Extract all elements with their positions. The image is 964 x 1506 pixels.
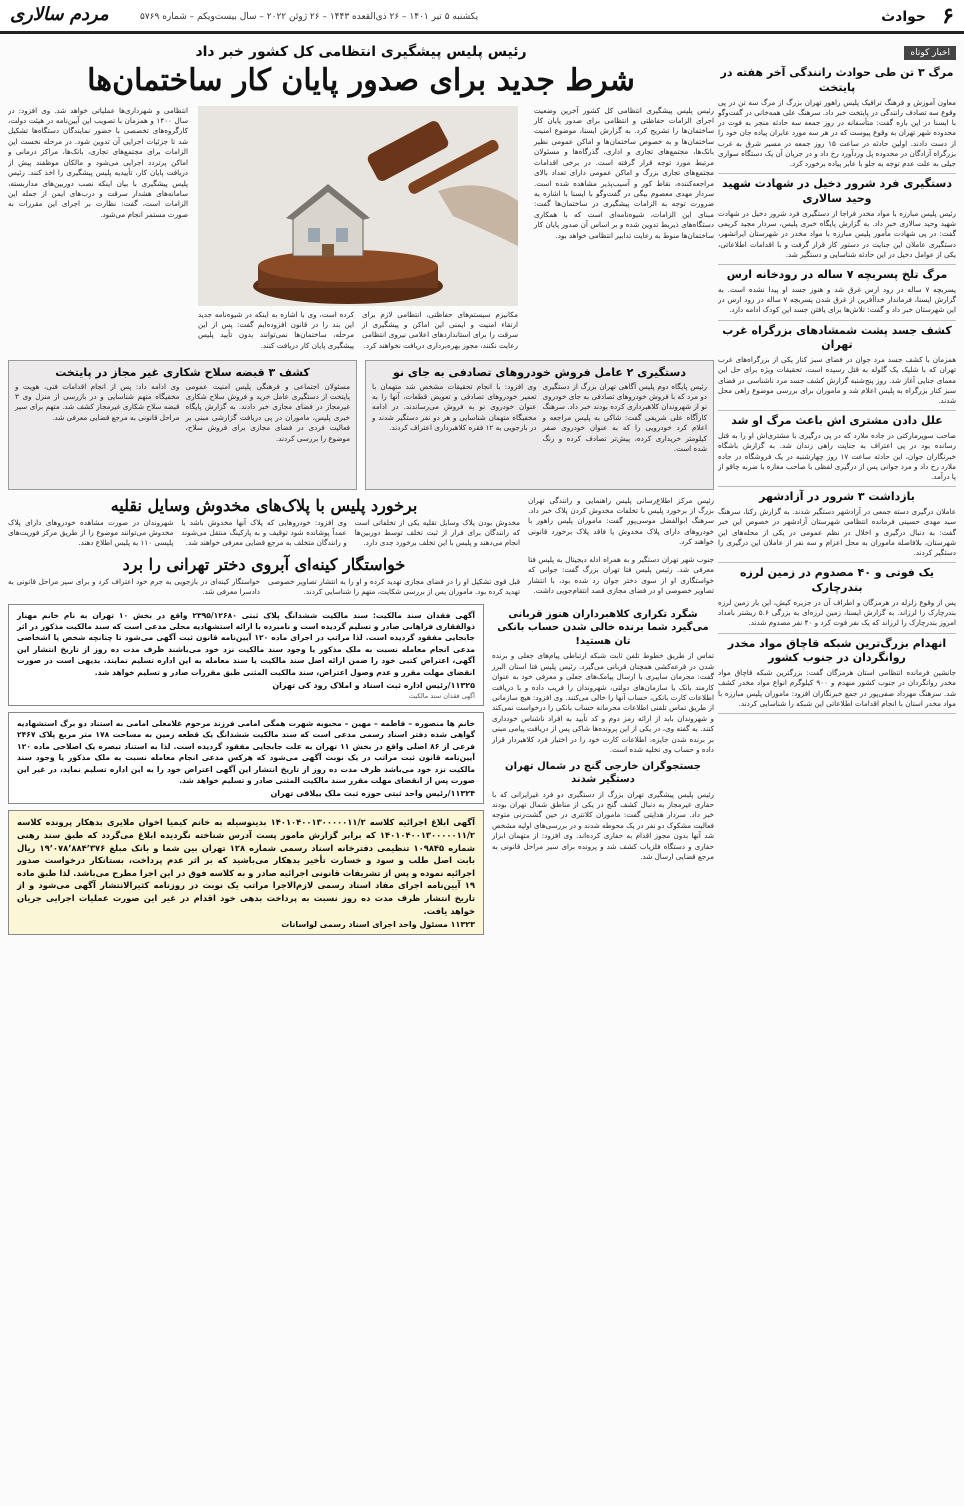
main-content xyxy=(8,40,714,1500)
box-weapons xyxy=(8,360,357,490)
box-car-fraud xyxy=(365,360,714,490)
under-photo-right: مکانیزم سیستم‌های حفاظتی، انتظامی لازم برای ارتقاء امنیت و ایمنی این اماکن و پیشگیری از سرقت را برای استانداردهای اعلامی نیروی انتظامی رعایت نکنند، مجوز بهره‌برداری دریافت نخواهند کرد. xyxy=(362,309,518,350)
story-text: قبل قوی تشکیل او را در فضای مجازی تهدید کرده و او را به انتشار تصاویر خصوصی تهدید کرده بود. ماموران پس از بررسی شکایت، متهم را شناسایی کردند. xyxy=(268,576,520,597)
brief-title: علل دادن مشتری اش باعث مرگ او شد xyxy=(731,414,943,428)
notice-signature: ۱۱۳۲۳ مسئول واحد اجرای اسناد رسمی لواسانات xyxy=(281,920,475,930)
story-text: مخدوش بودن پلاک وسایل نقلیه یکی از تخلفاتی است که رانندگان برای فرار از ثبت تخلف توسط دوربین‌ها انجام می‌دهند و پلیس با این تخلف برخورد جدی دارد. xyxy=(354,517,520,548)
brief-text: معاون آموزش و فرهنگ ترافیک پلیس راهور تهران بزرگ از مرگ سه تن در پی وقوع سه تصادف رانندگی در پایتخت خبر داد. سرهنگ علی همه‌خانی در گفت‌وگو با ایسنا در این باره گفت: متأسفانه در روز جمعه سه حادثه منجر به فوت در محدوده شهر تهران به وقوع پیوست که در هر سه مورد عابران پیاده جان خود را از دست دادند. اولین حادثه در ساعت ۱۵ روز جمعه در مسیر شرق به غرب بزرگراه آزادگان در محدوده پل وردآورد رخ داد و در جریان آن یک دستگاه سواری جیلی به علت عدم توجه به جلو با عابر پیاده برخورد کرد. xyxy=(718,97,956,168)
lead-photo-block xyxy=(198,106,518,354)
notice-text: آگهی فقدان سند مالکیت: سند مالکیت ششدانگ پلاک ثبتی ۲۳۹۵/۱۲۶۸۰ واقع در بخش ۱۰ تهران به نام خانم مهناز ذوالفقاری فراهانی صادر و تسلیم گردیده است و نامبرده با ارائه استشهادیه محلی مدعی است که سند مالکیت مذکور در اثر جابجایی مفقود گردیده است. لذا مراتب در اجرای ماده ۱۲۰ آیین‌نامه قانون ثبت آگهی می‌شود تا چنانچه شخص یا اشخاصی مدعی انجام معامله نسبت به ملک مذکور یا وجود سند مالکیت نزد خود می‌باشند ظرف مدت ده روز از تاریخ انتشار این آگهی، اعتراض کتبی خود را ضمن ارائه اصل سند مالکیت یا سند معامله به این اداره تسلیم نمایند. بدیهی است در صورت انقضای مهلت مقرر و عدم وصول اعتراض، سند مالکیت المثنی طبق مقررات صادر و تسلیم خواهد شد. xyxy=(16,610,475,677)
box-text: رئیس پایگاه دوم پلیس آگاهی تهران بزرگ از دستگیری دو مرد که با فروش خودروهای تصادفی به جای خودروی نو از شهروندان کلاهبرداری کرده بودند خبر داد. سرهنگ کارآگاه علی شریفی گفت: شاکی به پلیس مراجعه و اعلام کرد خودرویی را که به عنوان خودروی صفر کیلومتر خریداری کرده، پیش‌تر تصادف کرده و رنگ شده است. xyxy=(542,381,707,454)
notice-text: خانم ها منصوره – فاطمه – مهین – محبوبه شهرت همگی امامی فرزند مرحوم غلامعلی امامی به استناد دو برگ استشهادیه گواهی شده دفتر اسناد رسمی مدعی است که سند مالکیت ششدانگ یک قطعه زمین به مساحت ۱۷۸ متر مربع پلاک ۲۴۶۷ فرعی از ۸۶ اصلی واقع در بخش ۱۱ تهران به علت جابجایی مفقود گردیده است. لذا به استناد تبصره یک اصلاحی ماده ۱۲۰ آیین‌نامه قانون ثبت مراتب در یک نوبت آگهی می‌شود که هرکس مدعی انجام معامله نسبت به ملک مذکور یا وجود سند مالکیت نزد خود می‌باشد ظرف مدت ده روز از تاریخ انتشار این آگهی اعتراض خود را به این اداره تسلیم نماید، در غیر این صورت پس از انقضای مهلت مقرر سند مالکیت المثنی صادر و تسلیم خواهد شد. xyxy=(17,719,475,785)
brief-text: همزمان با کشف جسد مرد جوان در فضای سبز کنار یکی از بزرگراه‌های غرب تهران که با شلیک یک گلوله به قتل رسیده است، تحقیقات ویژه برای حل این معمای جنایی آغاز شد. روز پنج‌شنبه گزارش کشف جسد مرد ناشناسی در فضای سبز کنار بزرگراه به پلیس اعلام شد و ماموران برای بررسی موضوع راهی محل شدند. xyxy=(718,355,956,406)
box-title: کشف ۳ قبضه سلاح شکاری غیر مجاز در پایتخت xyxy=(55,365,310,379)
issue-line: یکشنبه ۵ تیر ۱۴۰۱ – ۲۶ ذی‌القعده ۱۴۴۳ – ۲۶ ژوئن ۲۰۲۲ – سال بیست‌ویکم – شماره ۵۷۶۹ xyxy=(140,12,479,22)
brief-text: عاملان درگیری دسته جمعی در آزادشهر دستگیر شدند. به گزارش رکنا، سرهنگ سید مهدی حسینی فرمانده انتظامی شهرستان آزادشهر در خصوص این خبر گفت: به دنبال درگیری و اخلال در نظم عمومی در یکی از محله‌های این شهرستان، بلافاصله ماموران به محل اعزام و سه نفر از عاملان این درگیری را دستگیر کردند. xyxy=(718,507,956,557)
brief-item xyxy=(718,634,956,715)
section-name: حوادث xyxy=(881,9,926,25)
brief-title: یک فوتی و ۴۰ مصدوم در زمین لرزه بندرچارک xyxy=(739,566,935,594)
brief-title: مرگ ۳ تن طی حوادث رانندگی آخر هفته در پایتخت xyxy=(720,66,954,94)
story-text: شهروندان در صورت مشاهده خودروهای دارای پلاک مخدوش می‌توانند موضوع را از طریق مرکز فوریت‌های پلیسی ۱۱۰ به پلیس اطلاع دهند. xyxy=(8,517,174,548)
lead-headline: شرط جدید برای صدور پایان کار ساختمان‌ها xyxy=(87,63,635,98)
brief-text: پس از وقوع زلزله در هرمزگان و اطراف آن در جزیره کیش، این بار زمین لرزه بندرچارک را لرزاند. به گزارش ایسنا، زمین لرزه‌ای به بزرگی ۵.۶ ریشتر بامداد امروز بندرچارک را لرزاند که یک نفر فوت کرد و ۴۰ نفر مصدوم شدند. xyxy=(718,597,956,628)
story-suitor xyxy=(8,555,714,598)
brief-item xyxy=(718,411,956,487)
under-photo-text xyxy=(198,310,518,352)
lower-right-stories xyxy=(492,604,714,1264)
brief-item xyxy=(718,174,956,265)
legal-notices xyxy=(8,604,484,1264)
boxed-stories xyxy=(8,360,714,490)
story-title: خواستگار کینه‌ای آبروی دختر تهرانی را برد xyxy=(122,554,406,574)
lower-section xyxy=(8,604,714,1264)
box-text: مسئولان اجتماعی و فرهنگی پلیس امنیت عمومی پایتخت از دستگیری عامل خرید و فروش سلاح شکاری غیرمجاز در فضای مجازی خبر دادند. به گزارش پایگاه خبری پلیس، ماموران در پی دریافت گزارشی مبنی بر فعالیت فردی در فضای مجازی برای فروش سلاح، موضوع را بررسی کردند. xyxy=(185,381,350,443)
story-side-text: جنوب شهر تهران دستگیر و به همراه ادله دیجیتال به پلیس فتا معرفی شد. رئیس پلیس فتا تهران بزرگ گفت: جوانی که خواستگاری او از سوی دختر جوان رد شده بود، با انتشار تصاویر خصوصی او در فضای مجازی قصد انتقام‌جویی داشت. xyxy=(528,554,714,596)
page-number: ۶ xyxy=(942,3,954,29)
story-title: برخورد پلیس با پلاک‌های مخدوش وسایل نقلیه xyxy=(110,495,418,515)
brief-title: دستگیری فرد شرور دخیل در شهادت شهید وحید سالاری xyxy=(722,177,952,206)
story-plates xyxy=(8,496,714,549)
brief-text: رئیس پلیس مبارزه با مواد مخدر فراجا از دستگیری فرد شرور دخیل در شهادت شهید وحید سالاری خبر داد. به گزارش پایگاه خبری پلیس، سردار مجید کریمی گفت: در پی شهادت مأمور پلیس مبارزه با مواد مخدر در شهرستان ایرانشهر، دستگیری عاملان این جنایت در دستور کار قرار گرفت و با اقدامات اطلاعاتی، یکی از عوامل دخیل در این حادثه شناسایی و دستگیر شد. xyxy=(718,208,956,259)
brief-item xyxy=(718,265,956,321)
story-title: شگرد تکراری کلاهبرداران هنوز قربانی می‌گیرد شما برنده خالی شدن حساب بانکی تان هستید! xyxy=(497,608,709,647)
brief-text: صاحب سوپرمارکتی در جاده ملارد که در پی درگیری با مشتری‌اش او را به قتل رسانده بود در پی اعتراف به جنایت راهی زندان شد. به گزارش باشگاه خبرنگاران جوان، این حادثه ساعت ۱۷ روز چهارشنبه در یک فروشگاه در جاده ملارد رخ داد و مرد جوانی پس از درگیری لفظی با صاحب مغازه با ضربه چاقو از پا درآمد. xyxy=(718,431,956,481)
notice-execution xyxy=(8,810,484,935)
gavel-house-photo xyxy=(198,106,518,306)
paper-logo: مردم سالاری xyxy=(10,4,109,25)
notice-lost-deed xyxy=(8,604,484,706)
notice-signature: ۱۱۳۲۵/رئیس اداره ثبت اسناد و املاک رود کی تهران xyxy=(272,681,475,691)
notice-signature: ۱۱۳۲۴/رئیس واحد ثبتی حوزه ثبت ملک ییلاقی تهران xyxy=(270,789,475,799)
notice-text: آگهی ابلاغ اجرائیه کلاسه ۱۴۰۱۰۴۰۰۱۳۰۰۰۰۰۱۱/۲ بدینوسیله به خانم کیمیا اخوان ملایری بدهکار پرونده کلاسه ۱۴۰۱۰۴۰۰۱۳۰۰۰۰۰۱۱/۲ که برابر گزارش مامور پست آدرس شناخته نگردیده ابلاغ می‌گردد که طبق سند رهنی شماره ۱۰۹۸۴۵ تنظیمی دفترخانه اسناد رسمی شماره ۱۲۸ تهران بین شما و بانک مبلغ ۱۹٬۰۷۸٬۸۸۴٬۳۷۶ ریال بابت اصل طلب و سود و خسارت تأخیر بدهکار می‌باشید که بر اثر عدم پرداخت، بستانکار درخواست صدور اجرائیه نموده و پس از تشریفات قانونی اجرائیه صادر و به کلاسه فوق در این اجرا مطرح می‌باشد. لذا طبق ماده ۱۹ آیین‌نامه اجرای مفاد اسناد رسمی لازم‌الاجرا مراتب یک نوبت در روزنامه کثیرالانتشار آگهی می‌شود و از تاریخ انتشار ظرف مدت ده روز نسبت به پرداخت بدهی خود اقدام در غیر این صورت عملیات اجرایی جریان خواهد یافت. xyxy=(17,817,475,916)
brief-item xyxy=(718,63,956,174)
notice-heirs-deed xyxy=(8,712,484,804)
story-side-text: رئیس مرکز اطلاع‌رسانی پلیس راهنمایی و رانندگی تهران بزرگ از برخورد پلیس با تخلفات مخدوش کردن پلاک خبر داد. سرهنگ ابوالفضل موسی‌پور گفت: ماموران پلیس راهور با خودروهای دارای پلاک مخدوش یا فاقد پلاک برخورد قانونی خواهند کرد. xyxy=(528,495,714,547)
masthead xyxy=(0,0,964,34)
brief-text: جانشین فرمانده انتظامی استان هرمزگان گفت: بزرگترین شبکه قاچاق مواد مخدر روانگردان در جنوب کشور منهدم و ۹۰۰ کیلوگرم انواع مواد مخدر کشف شد. سرهنگ مهرداد صفی‌پور در جمع خبرنگاران افزود: ماموران پلیس مبارزه با مواد مخدر استان با انجام اقدامات اطلاعاتی این شبکه را شناسایی کردند. xyxy=(718,668,956,708)
brief-title: کشف جسد پشت شمشادهای بزرگراه غرب تهران xyxy=(722,323,952,352)
story-text: وی افزود: خودروهایی که پلاک آنها مخدوش باشد یا عمداً پوشانده شود توقیف و به پارکینگ منتقل می‌شوند و رانندگان متخلف به مرجع قضایی معرفی خواهند شد. xyxy=(181,517,347,548)
lead-column-left: انتظامی و شهرداری‌ها عملیاتی خواهد شد. وی افزود: در سال ۱۴۰۰ و همزمان با تصویب این آیین‌نامه در هیئت دولت، کارگروه‌های تخصصی با حضور نمایندگان دستگاه‌ها تشکیل شد تا جزئیات اجرایی آن تدوین شود. در مرحله نخست این الزامات برای مجتمع‌های تجاری، بانک‌ها، مراکز درمانی و اماکن پرتردد اجرایی می‌شود و مالکان موظفند پیش از دریافت پایان کار، تأییدیه پلیس پیشگیری را اخذ کنند. رئیس پلیس پیشگیری با بیان اینکه نصب دوربین‌های مداربسته، سامانه‌های هشدار سرقت و درب‌های ایمن از جمله این الزامات است، گفت: نظارت بر اجرای این مقررات به صورت مستمر انجام می‌شود. xyxy=(8,105,188,219)
story-title: جستجوگران خارجی گنج در شمال تهران دستگیر شدند xyxy=(505,760,701,786)
lead-kicker: رئیس پلیس پیشگیری انتظامی کل کشور خبر داد xyxy=(195,44,527,60)
brief-item xyxy=(718,563,956,633)
notice-tag: آگهی فقدان سند مالکیت xyxy=(408,692,475,701)
under-photo-left: کرده است، وی با اشاره به اینکه در شیوه‌نامه جدید این بند را در قانون افزوده‌ایم گفت: پس از این مرحله، ساختمان‌ها نمی‌توانند بدون تأیید پلیس پیشگیری پایان کار دریافت کنند. xyxy=(198,309,354,350)
brief-item xyxy=(718,321,956,412)
brief-title: انهدام بزرگ‌ترین شبکه قاچاق مواد مخدر روانگردان در جنوب کشور xyxy=(727,636,947,665)
story-text: رئیس پلیس پیشگیری تهران بزرگ از دستگیری دو فرد غیرایرانی که با حفاری غیرمجاز به دنبال کشف گنج در یکی از مناطق شمال تهران بودند خبر داد. سردار هدایتی گفت: ماموران کلانتری در حین گشت‌زنی متوجه فعالیت مشکوک دو نفر در یک محوطه شدند و در بررسی‌های اولیه مشخص شد آنها بدون مجوز اقدام به حفاری کرده‌اند. وی افزود: از متهمان ابزار حفاری و دستگاه فلزیاب کشف شد و پرونده برای سیر مراحل قانونی به مرجع قضایی ارسال شد. xyxy=(492,789,714,862)
box-title: دستگیری ۲ عامل فروش خودروهای تصادفی به جای نو xyxy=(393,365,686,379)
brief-text: پسربچه ۷ ساله در رود ارس غرق شد و هنوز جسد او پیدا نشده است. به گزارش ایسنا، فرماندار خداآفرین از غرق شدن پسربچه ۷ ساله در رود ارس در این شهرستان خبر داد و گفت: تلاش‌ها برای یافتن جسد این کودک ادامه دارد. xyxy=(718,284,956,315)
briefs-label: اخبار کوتاه xyxy=(904,46,956,60)
brief-title: بازداشت ۳ شرور در آزادشهر xyxy=(759,490,915,504)
gavel-illustration xyxy=(198,106,518,306)
story-text: تماس از طریق خطوط تلفن ثابت شبکه ارتباطی پیام‌های جعلی و برنده شدن در قرعه‌کشی همچنان قربانی می‌گیرد. رئیس پلیس فتا استان البرز گفت: مجرمان سایبری با ارسال پیامک‌های جعلی و معرفی خود به عنوان کارمند بانک یا سازمان‌های دولتی، شهروندان را فریب داده و با دریافت اطلاعات کارت بانکی، حساب آنها را خالی می‌کنند. وی افزود: هیچ سازمانی از طریق تماس تلفنی اطلاعات محرمانه حساب بانکی را درخواست نمی‌کند و شهروندان باید از ارائه رمز دوم و کد تأیید به افراد ناشناس خودداری کنند. به گفته وی، در یکی از این پرونده‌ها شاکی پس از دریافت پیامی مبنی بر برنده شدن جایزه، اطلاعات کارت خود را در اختیار فرد کلاهبردار قرار داده و حساب وی تخلیه شده است. xyxy=(492,651,714,755)
brief-item xyxy=(718,487,956,563)
box-text: وی ادامه داد: پس از انجام اقدامات فنی، هویت و مخفیگاه متهم شناسایی و در بازرسی از منزل وی ۳ قبضه سلاح شکاری غیرمجاز کشف شد. متهم برای سیر مراحل قانونی به مرجع قضایی معرفی شد. xyxy=(15,381,180,422)
lead-story xyxy=(8,106,714,354)
lead-column-right: رئیس پلیس پیشگیری انتظامی کل کشور آخرین وضعیت اجرای الزامات حفاظتی و انتظامی برای صدور پایان کار ساختمان‌ها را تشریح کرد. به گزارش ایسنا، موضوع امنیت ساختمان‌ها و به خصوص ساختمان‌ها و اماکن عمومی نظیر بانک‌ها، مجتمع‌های تجاری و اداری، گذرگاه‌ها و مسئولان مرتبط مورد توجه قرار گرفته است. در برخی اقدامات مجتمع‌های تجاری بزرگ و اماکن عمومی دارای تعداد بالای مراجعه‌کننده، نقاط کور و آسیب‌پذیر مشاهده شده است. سردار مهدی معصوم بیگی در گفت‌وگو با ایسنا با اشاره به ضرورت توجه به الزامات پیشگیری در ساختمان‌ها گفت: مبنای این الزامات، شیوه‌نامه‌ای است که با همکاری دستگاه‌های ذیربط تدوین شده و بر اساس آن صدور پایان کار ساختمان‌ها منوط به رعایت تدابیر انتظامی خواهد بود. xyxy=(534,105,714,240)
story-text: خواستگار کینه‌ای در بازجویی به جرم خود اعتراف کرد و برای سیر مراحل قانونی به دادسرا معرفی شد. xyxy=(8,576,260,597)
box-text: وی افزود: با انجام تحقیقات مشخص شد متهمان با تعمیر خودروهای تصادفی و تعویض قطعات، آنها را به عنوان خودروی نو به فروش می‌رساندند. در ادامه مخفیگاه متهمان شناسایی و هر دو نفر دستگیر شدند و در بازجویی به ۱۲ فقره کلاهبرداری اعتراف کردند. xyxy=(372,381,537,433)
briefs-column xyxy=(718,40,956,1500)
brief-title: مرگ تلخ پسربچه ۷ ساله در رودخانه ارس xyxy=(726,268,948,281)
